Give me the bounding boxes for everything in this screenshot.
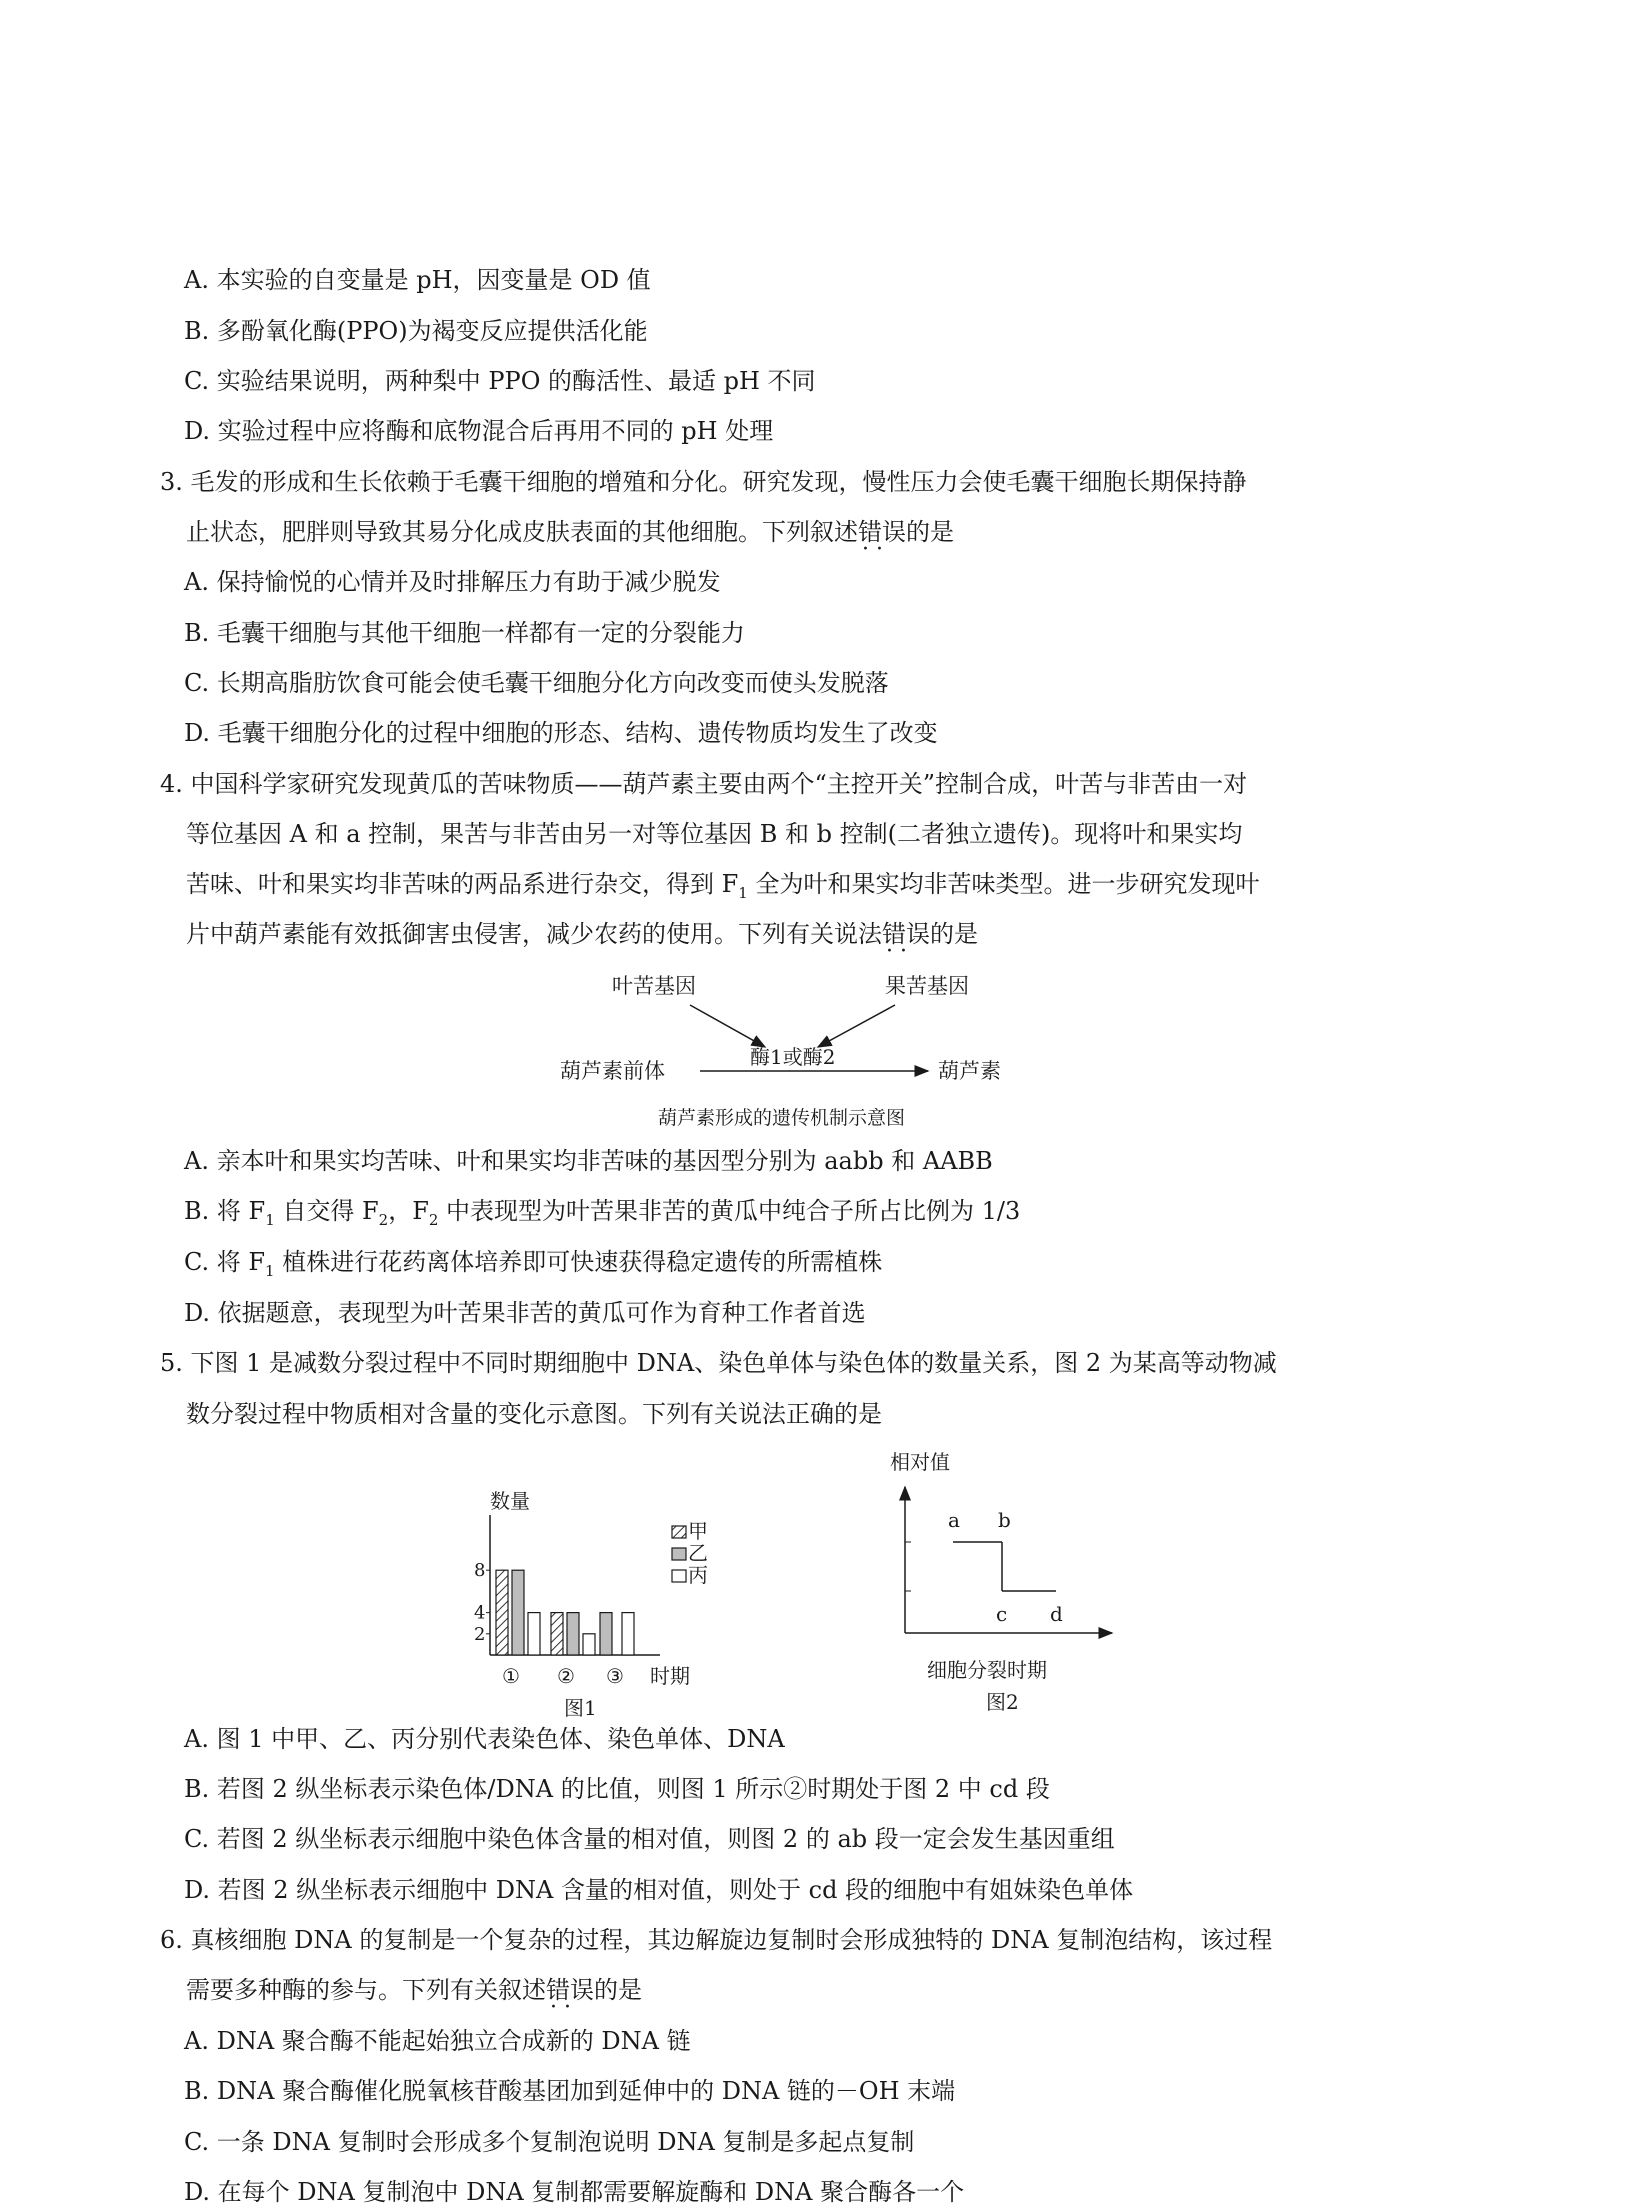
q4-stem-line1: 4. 中国科学家研究发现黄瓜的苦味物质——葫芦素主要由两个“主控开关”控制合成，叶苦与非苦由一对 [160, 770, 1248, 798]
legend-swatch [672, 1526, 686, 1538]
bar-甲 [496, 1570, 508, 1655]
bar-乙 [512, 1570, 524, 1655]
point-label-c: c [996, 1602, 1008, 1626]
x-tick-label: ② [557, 1664, 575, 1688]
legend-label: 甲 [688, 1519, 708, 1543]
figure2-line-chart [880, 1445, 1130, 1720]
q5-stem-line2: 数分裂过程中物质相对含量的变化示意图。下列有关说法正确的是 [186, 1400, 882, 1428]
product-label: 葫芦素 [938, 1059, 1001, 1083]
bar-丙 [528, 1613, 540, 1655]
bar-甲 [551, 1613, 563, 1655]
q4-option-c: C. 将 $F_1$ 植株进行花药离体培养即可快速获得稳定遗传的所需植株 [184, 1248, 883, 1280]
precursor-label: 葫芦素前体 [560, 1059, 665, 1083]
bar-乙 [567, 1613, 579, 1655]
q3-stem-line1: 3. 毛发的形成和生长依赖于毛囊干细胞的增殖和分化。研究发现，慢性压力会使毛囊干细胞长期保持静 [160, 468, 1247, 496]
q6-option-d: D. 在每个 DNA 复制泡中 DNA 复制都需要解旋酶和 DNA 聚合酶各一个 [184, 2178, 965, 2206]
point-label-a: a [948, 1508, 960, 1532]
y-tick-label: 2 [474, 1623, 486, 1645]
bar-丙 [583, 1634, 595, 1655]
legend-swatch [672, 1570, 686, 1582]
emphasis-mark: 错误 · · [546, 1973, 594, 2007]
q5-option-b: B. 若图 2 纵坐标表示染色体/DNA 的比值，则图 1 所示②时期处于图 2 中 cd 段 [184, 1775, 1050, 1803]
figure1-bar-chart [460, 1470, 720, 1720]
q6-option-a: A. DNA 聚合酶不能起始独立合成新的 DNA 链 [184, 2027, 691, 2055]
q3-option-c: C. 长期高脂肪饮食可能会使毛囊干细胞分化方向改变而使头发脱落 [184, 669, 889, 697]
q6-option-b: B. DNA 聚合酶催化脱氧核苷酸基团加到延伸中的 DNA 链的－OH 末端 [184, 2077, 956, 2105]
q5-stem-line1: 5. 下图 1 是减数分裂过程中不同时期细胞中 DNA、染色单体与染色体的数量关系，图 2 为某高等动物减 [160, 1349, 1277, 1377]
diagram-caption: 葫芦素形成的遗传机制示意图 [658, 1107, 906, 1129]
q3-stem-line2: 止状态，肥胖则导致其易分化成皮肤表面的其他细胞。下列叙述错误 · ·的是 [186, 515, 954, 549]
q4-stem-line3: 苦味、叶和果实均非苦味的两品系进行杂交，得到 $F_1$ 全为叶和果实均非苦味类型。进一步研究发现叶 [186, 870, 1260, 902]
q5-option-c: C. 若图 2 纵坐标表示细胞中染色体含量的相对值，则图 2 的 ab 段一定会发生基因重组 [184, 1825, 1115, 1853]
q4-option-b: B. 将 $F_1$ 自交得 $F_2$，$F_2$ 中表现型为叶苦果非苦的黄瓜中纯合子所占比例为 1/3 [184, 1197, 1021, 1229]
emphasis-mark: 错误 · · [882, 917, 930, 951]
bar-乙 [600, 1613, 612, 1655]
legend-swatch [672, 1548, 686, 1560]
q6-stem-line1: 6. 真核细胞 DNA 的复制是一个复杂的过程，其边解旋边复制时会形成独特的 DNA 复制泡结构，该过程 [160, 1926, 1273, 1954]
q2-option-c: C. 实验结果说明，两种梨中 PPO 的酶活性、最适 pH 不同 [184, 367, 816, 395]
q2-option-d: D. 实验过程中应将酶和底物混合后再用不同的 pH 处理 [184, 417, 774, 445]
q4-stem-line2: 等位基因 A 和 a 控制，果苦与非苦由另一对等位基因 B 和 b 控制(二者独立遗传)。现将叶和果实均 [186, 820, 1243, 848]
fruit-arrow [818, 1005, 895, 1047]
y-axis-label: 相对值 [890, 1450, 950, 1474]
q2-option-b: B. 多酚氧化酶(PPO)为褐变反应提供活化能 [184, 317, 648, 345]
q5-option-d: D. 若图 2 纵坐标表示细胞中 DNA 含量的相对值，则处于 cd 段的细胞中有姐妹染色单体 [184, 1876, 1134, 1904]
x-axis-label: 时期 [650, 1664, 690, 1688]
fruit-gene-label: 果苦基因 [885, 974, 969, 998]
q5-option-a: A. 图 1 中甲、乙、丙分别代表染色体、染色单体、DNA [184, 1725, 785, 1753]
legend-label: 丙 [688, 1563, 708, 1587]
y-tick-label: 8 [474, 1560, 486, 1582]
cucurbitacin-diagram [560, 965, 1040, 1130]
q3-option-a: A. 保持愉悦的心情并及时排解压力有助于减少脱发 [184, 568, 721, 596]
q4-option-a: A. 亲本叶和果实均苦味、叶和果实均非苦味的基因型分别为 aabb 和 AABB [184, 1147, 993, 1175]
q6-stem-line2: 需要多种酶的参与。下列有关叙述错误 · ·的是 [186, 1973, 642, 2007]
legend-label: 乙 [688, 1541, 708, 1565]
q3-option-d: D. 毛囊干细胞分化的过程中细胞的形态、结构、遗传物质均发生了改变 [184, 719, 938, 747]
q6-option-c: C. 一条 DNA 复制时会形成多个复制泡说明 DNA 复制是多起点复制 [184, 2128, 915, 2156]
enzyme-label: 酶1或酶2 [750, 1045, 836, 1069]
bar-丙 [622, 1613, 634, 1655]
q3-option-b: B. 毛囊干细胞与其他干细胞一样都有一定的分裂能力 [184, 619, 745, 647]
q2-option-a: A. 本实验的自变量是 pH，因变量是 OD 值 [184, 266, 651, 294]
point-label-d: d [1050, 1602, 1063, 1626]
emphasis-mark: 错误 · · [858, 515, 906, 549]
q4-option-d: D. 依据题意，表现型为叶苦果非苦的黄瓜可作为育种工作者首选 [184, 1299, 866, 1327]
chart-title: 图1 [564, 1696, 597, 1720]
y-tick-label: 4 [474, 1602, 486, 1624]
chart-title: 图2 [986, 1690, 1019, 1714]
point-label-b: b [998, 1508, 1011, 1532]
q4-stem-line4: 片中葫芦素能有效抵御害虫侵害，减少农药的使用。下列有关说法错误 · ·的是 [186, 917, 978, 951]
y-axis-label: 数量 [490, 1489, 530, 1513]
leaf-arrow [690, 1005, 765, 1047]
x-tick-label: ③ [606, 1664, 624, 1688]
x-tick-label: ① [502, 1664, 520, 1688]
x-axis-label: 细胞分裂时期 [927, 1658, 1047, 1682]
leaf-gene-label: 叶苦基因 [612, 974, 696, 998]
